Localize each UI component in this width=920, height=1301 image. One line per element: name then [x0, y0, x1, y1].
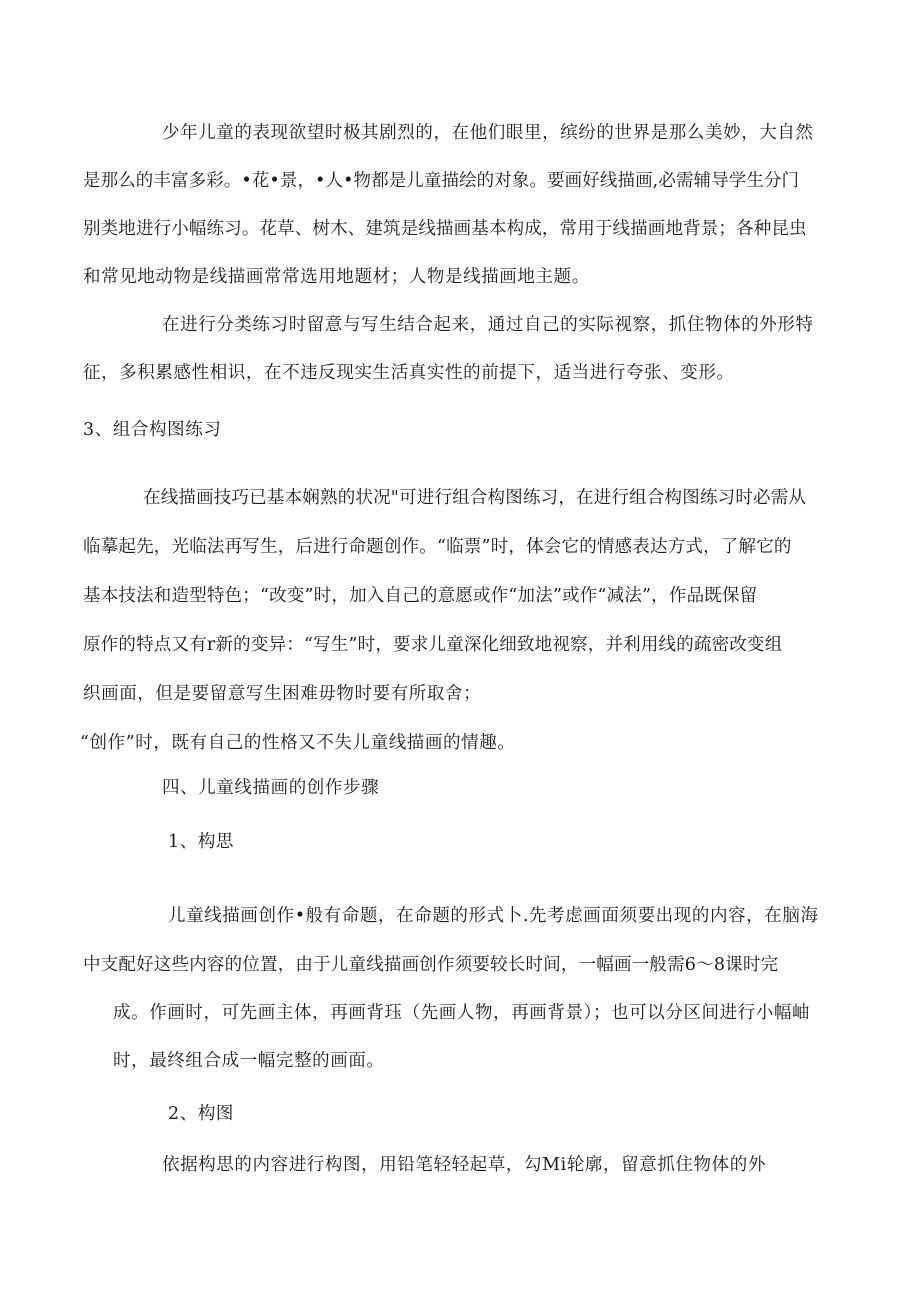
- paragraph-3-line-4: 原作的特点又有r新的变异：“写生”时，要求儿童深化细致地视察，并利用线的疏密改变组: [83, 635, 783, 655]
- heading-3: 3、组合构图练习: [83, 420, 222, 440]
- paragraph-1-line-3: 别类地进行小幅练习。花草、树木、建筑是线描画基本构成，常用于线描画地背景；各种昆虫: [83, 219, 807, 239]
- paragraph-4-line-4: 时，最终组合成一幅完整的画面。: [113, 1051, 385, 1071]
- paragraph-1-line-4: 和常见地动物是线描画常常选用地题材；人物是线描画地主题。: [83, 267, 590, 287]
- paragraph-3-line-3: 基本技法和造型特色；“改变”时，加入自己的意愿或作“加法”或作“减法”，作品既保留: [83, 586, 758, 606]
- subsection-2-heading: 2、构图: [168, 1104, 235, 1124]
- paragraph-3-line-1: 在线描画技巧已基本娴熟的状况"可进行组合构图练习，在进行组合构图练习时必需从: [143, 488, 807, 508]
- paragraph-4-line-1: 儿童线描画创作•般有命题，在命题的形式卜.先考虑画面须要出现的内容，在脑海: [168, 906, 819, 926]
- paragraph-3-line-5: 织画面，但是要留意写生困难毋物时要有所取舍；: [83, 684, 482, 704]
- paragraph-4-line-2: 中支配好这些内容的位置，由于儿童线描画创作须要较长时间，一幅画一般需6〜8课时完: [83, 955, 779, 975]
- section-4-heading: 四、儿童线描画的创作步骤: [162, 778, 380, 798]
- paragraph-5-line-1: 依据构思的内容进行构图，用铅笔轻轻起草，勾Mi轮廓，留意抓住物体的外: [162, 1155, 766, 1175]
- paragraph-1-line-1: 少年儿童的表现欲望时极其剧烈的，在他们眼里，缤纷的世界是那么美妙，大自然: [162, 123, 814, 143]
- paragraph-2-line-2: 征，多积累感性相识，在不违反现实生活真实性的前提下，适当进行夸张、变形。: [83, 363, 735, 383]
- paragraph-2-line-1: 在进行分类练习时留意与写生结合起来，通过自己的实际视察，抓住物体的外形特: [162, 315, 814, 335]
- subsection-1-heading: 1、构思: [168, 832, 235, 852]
- paragraph-4-line-3: 成。作画时，可先画主体，再画背珏（先画人物，再画背景）；也可以分区间进行小幅岫: [113, 1003, 811, 1023]
- paragraph-1-line-2: 是那么的丰富多彩。•花•景，•人•物都是儿童描绘的对象。要画好线描画,必需辅导学生分门: [83, 171, 800, 191]
- paragraph-3-line-2: 临摹起先，光临法再写生，后进行命题创作。“临票”时，体会它的情感表达方式，了解它的: [83, 537, 792, 557]
- paragraph-3-line-6: “创作”时，既有自己的性格又不失儿童线描画的情趣。: [80, 733, 516, 753]
